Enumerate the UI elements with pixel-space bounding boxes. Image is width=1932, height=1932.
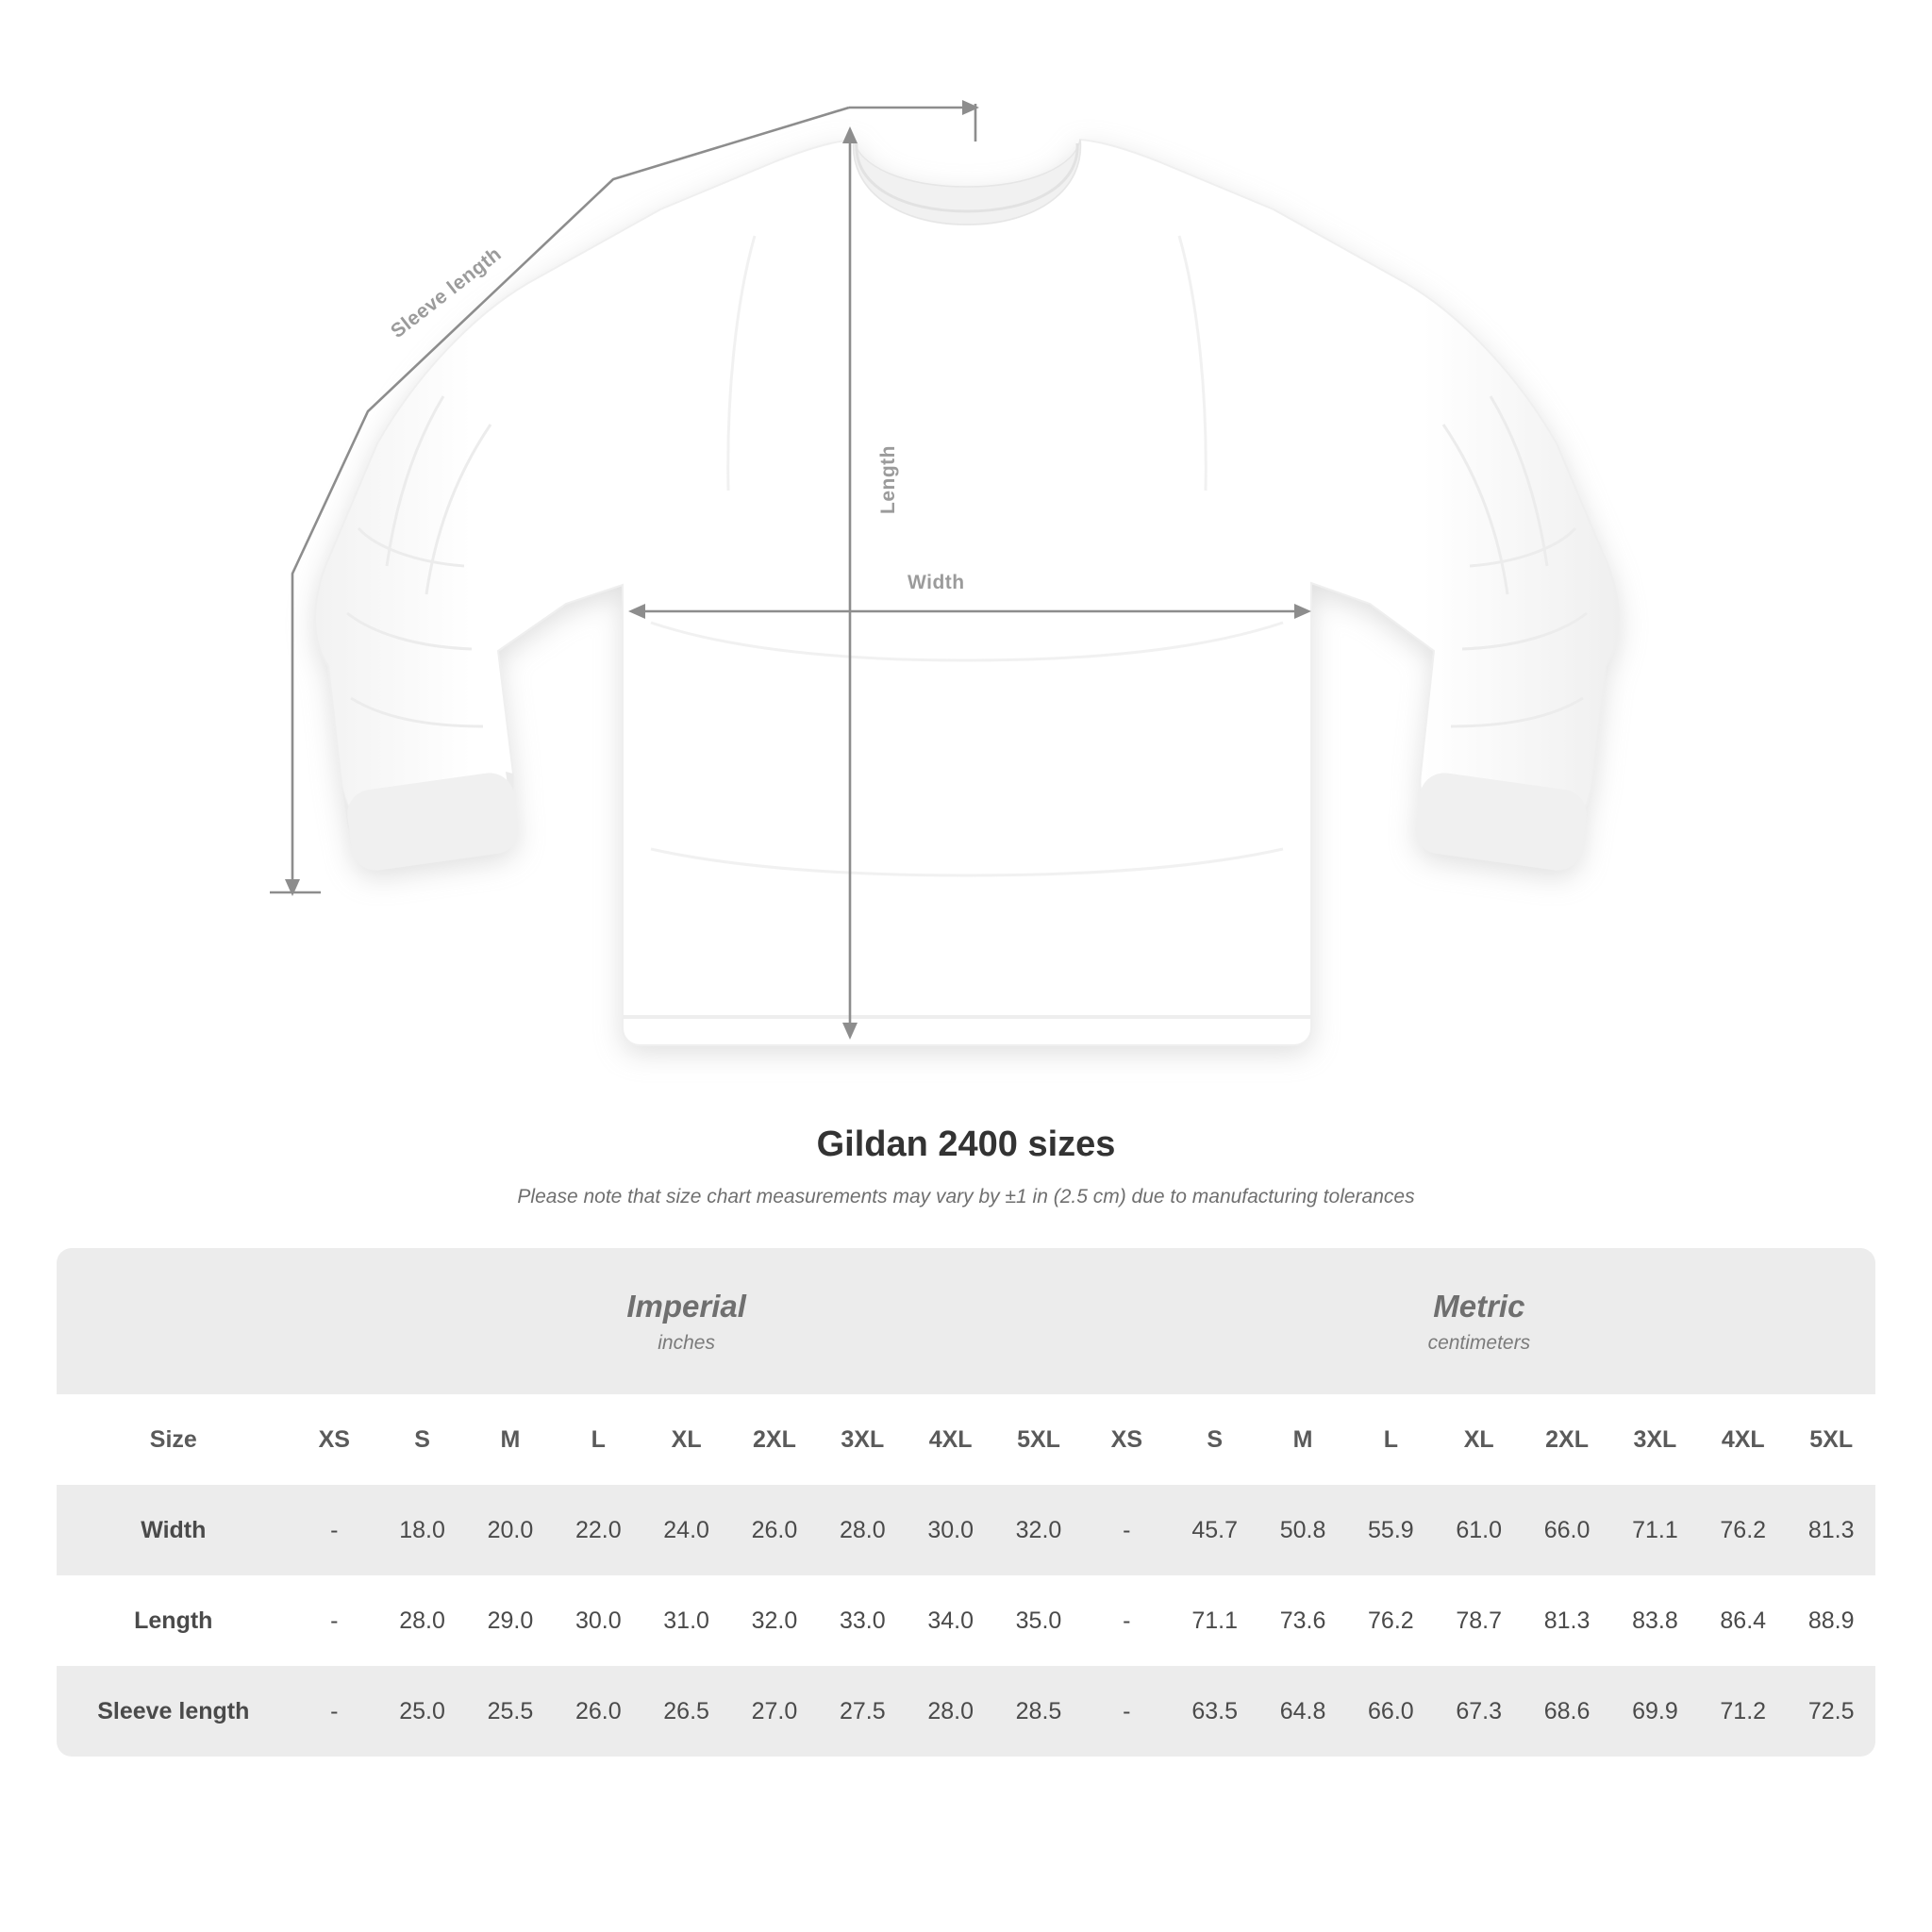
cell-sleeve-metric-xs: -	[1083, 1666, 1171, 1757]
size-header-metric-5xl: 5XL	[1787, 1394, 1875, 1485]
size-header-imperial-4xl: 4XL	[907, 1394, 994, 1485]
unit-header-imperial	[291, 1248, 1083, 1394]
size-header-label: Size	[57, 1394, 291, 1485]
size-header-metric-xs: XS	[1083, 1394, 1171, 1485]
unit-name-imperial: Imperial	[626, 1288, 746, 1324]
cell-width-imperial-3xl: 28.0	[819, 1485, 907, 1575]
cell-sleeve-metric-xl: 67.3	[1435, 1666, 1523, 1757]
page-title: Gildan 2400 sizes	[816, 1124, 1116, 1164]
size-header-imperial-xl: XL	[642, 1394, 730, 1485]
cell-length-imperial-4xl: 34.0	[907, 1575, 994, 1666]
unit-header-metric	[1083, 1248, 1875, 1394]
cell-length-imperial-3xl: 33.0	[819, 1575, 907, 1666]
cell-width-metric-xl: 61.0	[1435, 1485, 1523, 1575]
cell-sleeve-metric-3xl: 69.9	[1611, 1666, 1699, 1757]
cell-length-imperial-2xl: 32.0	[730, 1575, 818, 1666]
size-header-metric-2xl: 2XL	[1523, 1394, 1610, 1485]
cell-sleeve-imperial-xl: 26.5	[642, 1666, 730, 1757]
cell-sleeve-imperial-4xl: 28.0	[907, 1666, 994, 1757]
cell-sleeve-imperial-xs: -	[291, 1666, 378, 1757]
cell-length-metric-3xl: 83.8	[1611, 1575, 1699, 1666]
size-header-imperial-s: S	[378, 1394, 466, 1485]
cell-sleeve-metric-5xl: 72.5	[1787, 1666, 1875, 1757]
cell-width-metric-s: 45.7	[1171, 1485, 1258, 1575]
cell-length-imperial-s: 28.0	[378, 1575, 466, 1666]
cell-width-metric-m: 50.8	[1258, 1485, 1346, 1575]
cell-width-imperial-xl: 24.0	[642, 1485, 730, 1575]
size-header-imperial-3xl: 3XL	[819, 1394, 907, 1485]
cell-length-imperial-xl: 31.0	[642, 1575, 730, 1666]
units-header-row	[57, 1248, 1875, 1394]
unit-sub-imperial: inches	[658, 1331, 715, 1354]
cell-length-metric-s: 71.1	[1171, 1575, 1258, 1666]
size-table-wrapper	[57, 1248, 1875, 1757]
length-dimension-label: Length	[877, 445, 899, 514]
unit-name-metric: Metric	[1433, 1288, 1525, 1324]
table-row	[57, 1575, 1875, 1666]
size-header-metric-xl: XL	[1435, 1394, 1523, 1485]
size-header-metric-4xl: 4XL	[1699, 1394, 1787, 1485]
size-header-metric-3xl: 3XL	[1611, 1394, 1699, 1485]
cell-length-metric-xs: -	[1083, 1575, 1171, 1666]
cell-sleeve-metric-l: 66.0	[1347, 1666, 1435, 1757]
cell-length-imperial-5xl: 35.0	[994, 1575, 1082, 1666]
size-header-metric-s: S	[1171, 1394, 1258, 1485]
units-corner-cell	[57, 1248, 291, 1394]
cell-sleeve-imperial-s: 25.0	[378, 1666, 466, 1757]
cell-sleeve-metric-m: 64.8	[1258, 1666, 1346, 1757]
cell-width-imperial-5xl: 32.0	[994, 1485, 1082, 1575]
cell-length-metric-xl: 78.7	[1435, 1575, 1523, 1666]
cell-sleeve-imperial-3xl: 27.5	[819, 1666, 907, 1757]
cell-length-metric-5xl: 88.9	[1787, 1575, 1875, 1666]
cell-sleeve-metric-4xl: 71.2	[1699, 1666, 1787, 1757]
title-block	[0, 1124, 1932, 1208]
table-row	[57, 1666, 1875, 1757]
size-header-row	[57, 1394, 1875, 1485]
cell-width-metric-5xl: 81.3	[1787, 1485, 1875, 1575]
row-label-width: Width	[57, 1485, 291, 1575]
width-dimension-label: Width	[908, 572, 965, 593]
unit-sub-metric: centimeters	[1427, 1331, 1531, 1354]
cell-sleeve-imperial-l: 26.0	[555, 1666, 642, 1757]
size-header-imperial-xs: XS	[291, 1394, 378, 1485]
table-row	[57, 1485, 1875, 1575]
size-header-imperial-5xl: 5XL	[994, 1394, 1082, 1485]
cell-width-metric-xs: -	[1083, 1485, 1171, 1575]
size-header-metric-m: M	[1258, 1394, 1346, 1485]
cell-length-imperial-xs: -	[291, 1575, 378, 1666]
cell-width-imperial-2xl: 26.0	[730, 1485, 818, 1575]
size-table	[57, 1248, 1875, 1757]
cell-width-imperial-l: 22.0	[555, 1485, 642, 1575]
cell-width-metric-2xl: 66.0	[1523, 1485, 1610, 1575]
size-header-imperial-2xl: 2XL	[730, 1394, 818, 1485]
cell-length-metric-m: 73.6	[1258, 1575, 1346, 1666]
sleeve-length-dimension-label: Sleeve length	[387, 242, 506, 343]
cell-length-imperial-m: 29.0	[466, 1575, 554, 1666]
cell-width-imperial-4xl: 30.0	[907, 1485, 994, 1575]
cell-length-imperial-l: 30.0	[555, 1575, 642, 1666]
size-header-imperial-l: L	[555, 1394, 642, 1485]
tolerance-note: Please note that size chart measurements may vary by ±1 in (2.5 cm) due to manufacturing tolerances	[517, 1186, 1415, 1208]
cell-width-metric-l: 55.9	[1347, 1485, 1435, 1575]
cell-length-metric-2xl: 81.3	[1523, 1575, 1610, 1666]
cell-width-metric-3xl: 71.1	[1611, 1485, 1699, 1575]
size-header-metric-l: L	[1347, 1394, 1435, 1485]
cell-sleeve-metric-s: 63.5	[1171, 1666, 1258, 1757]
size-header-imperial-m: M	[466, 1394, 554, 1485]
cell-sleeve-imperial-m: 25.5	[466, 1666, 554, 1757]
cell-width-metric-4xl: 76.2	[1699, 1485, 1787, 1575]
cell-width-imperial-xs: -	[291, 1485, 378, 1575]
cell-sleeve-imperial-5xl: 28.5	[994, 1666, 1082, 1757]
cell-sleeve-imperial-2xl: 27.0	[730, 1666, 818, 1757]
cell-width-imperial-s: 18.0	[378, 1485, 466, 1575]
row-label-length: Length	[57, 1575, 291, 1666]
cell-length-metric-l: 76.2	[1347, 1575, 1435, 1666]
row-label-sleeve-length: Sleeve length	[57, 1666, 291, 1757]
cell-width-imperial-m: 20.0	[466, 1485, 554, 1575]
cell-length-metric-4xl: 86.4	[1699, 1575, 1787, 1666]
cell-sleeve-metric-2xl: 68.6	[1523, 1666, 1610, 1757]
